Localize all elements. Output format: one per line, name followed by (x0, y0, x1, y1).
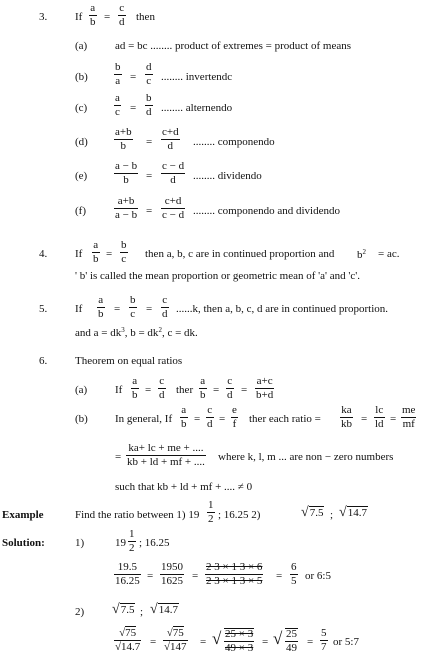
semicolon: ; (330, 509, 334, 521)
equals-sign: = (104, 11, 111, 23)
part-number: 2) (75, 606, 85, 618)
fraction: a b (132, 375, 138, 401)
section-title: Theorem on equal ratios (75, 355, 183, 367)
fraction: ka kb (341, 404, 352, 430)
fraction: a − b b (115, 160, 138, 186)
componendo-dividendo-label: ........ componendo and dividendo (193, 205, 340, 217)
fraction: 6 5 (291, 561, 297, 587)
fraction: b a (115, 61, 121, 87)
sqrt-expression: √7.5 (112, 602, 135, 617)
equals-sign: = (390, 413, 397, 425)
fraction: b c (130, 294, 136, 320)
continued-proportion-text: ......k, then a, b, c, d are in continued proportion. (176, 303, 389, 315)
equals-sign: = (146, 170, 153, 182)
fraction: c+d c − d (162, 195, 185, 221)
fraction: 1950 1625 (161, 561, 183, 587)
semicolon: ; (140, 606, 144, 618)
equals-ac: = ac. (378, 248, 400, 260)
item-number: 4. (39, 248, 48, 260)
fraction: a b (93, 239, 99, 265)
equals-sign: = (276, 570, 283, 582)
radical-sign: √ (273, 629, 283, 648)
fraction: ka+ lc + me + .... kb + ld + mf + .... (127, 442, 205, 468)
label-b: (b) (75, 413, 88, 425)
ratio-result: or 6:5 (305, 570, 331, 582)
invertendo-label: ........ invertendc (161, 71, 233, 83)
fraction: lc ld (375, 404, 384, 430)
item-number: 3. (39, 11, 48, 23)
example-tail: ; 16.25 2) (218, 509, 261, 521)
label-f: (f) (75, 205, 86, 217)
sqrt-expression: √14.7 (150, 602, 178, 617)
alternendo-label: ........ alternendo (161, 102, 233, 114)
componendo-label: ........ componendo (193, 136, 275, 148)
fraction: √75 √14.7 (115, 627, 141, 653)
equals-sign: = (130, 102, 137, 114)
equals-sign: = (192, 570, 199, 582)
fraction: b c (121, 239, 127, 265)
equals-sign: = (219, 413, 226, 425)
fraction: a b (200, 375, 206, 401)
fraction: a c (115, 92, 120, 118)
sum-nonzero: such that kb + ld + mf + .... ≠ 0 (115, 481, 253, 493)
equals-sign: = (106, 248, 113, 260)
fraction: a+b b (115, 126, 132, 152)
product-rule: ad = bc ........ product of extremes = product of means (115, 40, 352, 52)
equals-sign: = (194, 413, 201, 425)
mixed-number: 19 (115, 537, 126, 549)
label-c: (c) (75, 102, 88, 114)
item-number: 6. (39, 355, 48, 367)
equals-sign: = (262, 636, 269, 648)
nonzero-condition: where k, l, m ... are non − zero numbers (218, 451, 394, 463)
fraction: e f (232, 404, 237, 430)
fraction: c d (119, 2, 125, 28)
fraction: a b (98, 294, 104, 320)
sqrt-expression: √7.5 (301, 505, 324, 520)
fraction: 1 2 (129, 528, 135, 554)
equals-sign: = (146, 303, 153, 315)
dividendo-label: ........ dividendo (193, 170, 262, 182)
fraction: me mf (402, 404, 416, 430)
equals-sign: = (114, 303, 121, 315)
equals-sign: = (145, 384, 152, 396)
label-e: (e) (75, 170, 88, 182)
fraction: 19.5 16.25 (115, 561, 140, 587)
dk-relations: and $a = dk^3$, $b = dk^2$, c = dk. (75, 326, 198, 339)
each-ratio-text: ther each ratio = (249, 413, 321, 425)
fraction: 25 49 (286, 628, 297, 654)
sqrt-expression: √14.7 (339, 505, 367, 520)
fraction: c − d d (162, 160, 185, 186)
fraction: 25 × 3 49 × 3 (225, 628, 254, 654)
equals-sign: = (115, 451, 122, 463)
then-word: ther (176, 384, 194, 396)
fraction: c d (159, 375, 165, 401)
equals-sign: = (200, 636, 207, 648)
equals-sign: = (241, 384, 248, 396)
part-number: 1) (75, 537, 85, 549)
radical-sign: √ (212, 629, 222, 648)
fraction: c+d d (162, 126, 179, 152)
fraction: c d (207, 404, 213, 430)
equals-sign: = (130, 71, 137, 83)
if-word: If (75, 303, 83, 315)
solution-tail: ; 16.25 (139, 537, 170, 549)
ratio-result: or 5:7 (333, 636, 359, 648)
equals-sign: = (361, 413, 368, 425)
fraction: 2 3 × 1 3 × 6 2 3 × 1 3 × 5 (206, 561, 263, 587)
mean-proportion-text: ' b' is called the mean proportion or geometric mean of 'a' and 'c'. (75, 270, 360, 282)
fraction: 5 7 (321, 627, 327, 653)
solution-label: Solution: (2, 537, 45, 549)
equals-sign: = (146, 205, 153, 217)
equals-sign: = (147, 570, 154, 582)
item-number: 5. (39, 303, 48, 315)
if-word: If (115, 384, 123, 396)
equals-sign: = (213, 384, 220, 396)
example-text: Find the ratio between 1) 19 (75, 509, 200, 521)
general-text: In general, If (115, 413, 173, 425)
if-word: If (75, 11, 83, 23)
equals-sign: = (307, 636, 314, 648)
fraction: a b (90, 2, 96, 28)
fraction: c d (162, 294, 168, 320)
continued-proportion-text: then a, b, c are in continued proportion and (145, 248, 335, 260)
fraction: c d (227, 375, 233, 401)
label-b: (b) (75, 71, 88, 83)
equals-sign: = (150, 636, 157, 648)
fraction: b d (146, 92, 152, 118)
fraction: a b (181, 404, 187, 430)
label-a: (a) (75, 384, 88, 396)
fraction: 1 2 (208, 499, 214, 525)
if-word: If (75, 248, 83, 260)
label-a: (a) (75, 40, 88, 52)
label-d: (d) (75, 136, 88, 148)
equals-sign: = (146, 136, 153, 148)
fraction: a+c b+d (256, 375, 274, 401)
fraction: d c (146, 61, 152, 87)
example-label: Example (2, 509, 44, 521)
then-word: then (136, 11, 155, 23)
b-squared: $b^2$ (357, 248, 366, 261)
fraction: a+b a − b (115, 195, 138, 221)
fraction: √75 √147 (164, 627, 187, 653)
